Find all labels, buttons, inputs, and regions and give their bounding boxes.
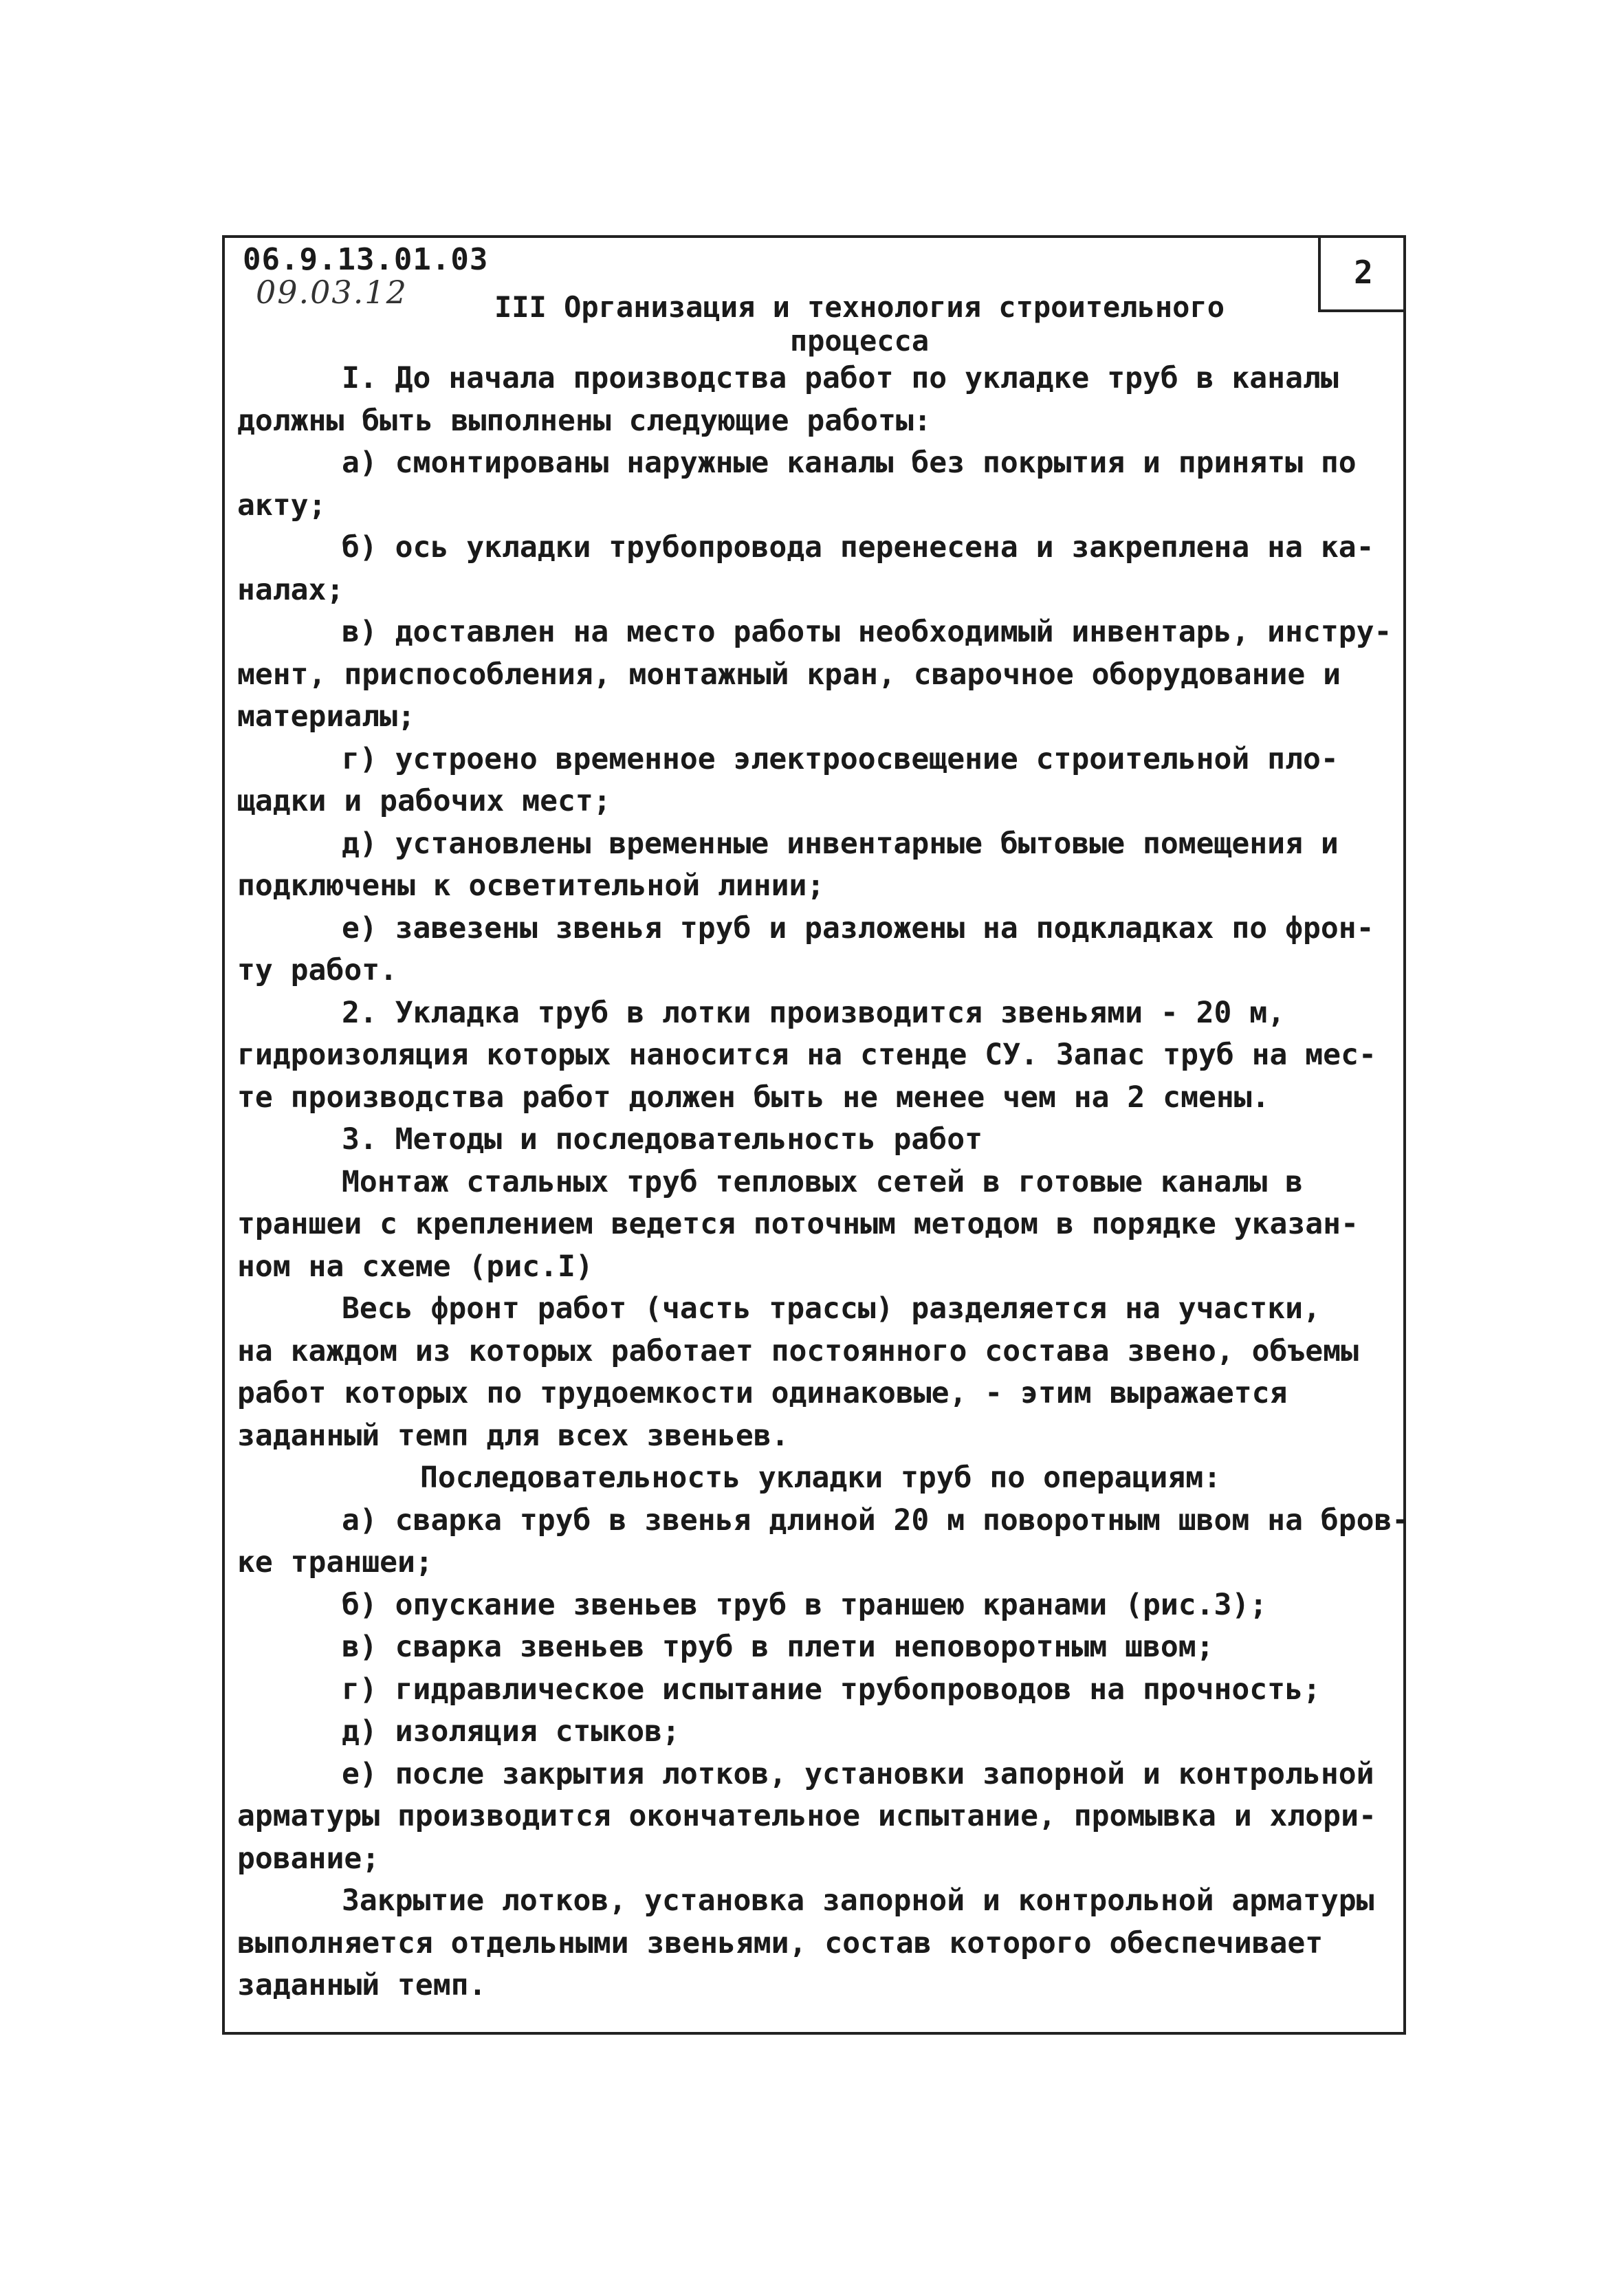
text-line: а) смонтированы наружные каналы без покрытия и приняты по	[342, 446, 1357, 480]
text-line: в) сварка звеньев труб в плети неповоротным швом;	[342, 1630, 1214, 1664]
text-line: на каждом из которых работает постоянного состава звено, объемы	[237, 1333, 1359, 1368]
text-line: те производства работ должен быть не менее чем на 2 смены.	[237, 1080, 1270, 1115]
text-line: д) установлены временные инвентарные бытовые помещения и	[342, 826, 1339, 861]
document-code: 06.9.13.01.03	[243, 242, 489, 277]
text-line: акту;	[237, 488, 327, 523]
text-line: г) гидравлическое испытание трубопроводов на прочность;	[342, 1672, 1321, 1707]
section-title-line2: процесса	[789, 324, 930, 358]
document-body	[237, 358, 1410, 2007]
text-line: траншеи с креплением ведется поточным методом в порядке указан-	[237, 1207, 1359, 1241]
text-line: Последовательность укладки труб по операциям:	[420, 1461, 1221, 1495]
text-line: б) ось укладки трубопровода перенесена и закреплена на ка-	[342, 530, 1374, 565]
text-line: б) опускание звеньев труб в траншею кранами (рис.3);	[342, 1587, 1268, 1622]
text-line: налах;	[237, 572, 344, 607]
page-number: 2	[1318, 235, 1406, 312]
text-line: щадки и рабочих мест;	[237, 784, 611, 818]
text-line: ке траншеи;	[237, 1545, 433, 1579]
text-line: 2. Укладка труб в лотки производится звеньями - 20 м,	[342, 995, 1286, 1030]
text-line: г) устроено временное электроосвещение строительной пло-	[342, 741, 1339, 776]
text-line: Весь фронт работ (часть трассы) разделяется на участки,	[342, 1291, 1321, 1326]
text-line: в) доставлен на место работы необходимый инвентарь, инстру-	[342, 615, 1392, 649]
text-line: I. До начала производства работ по укладке труб в каналы	[342, 361, 1339, 395]
text-line: 3. Методы и последовательность работ	[342, 1122, 983, 1157]
text-line: гидроизоляция которых наносится на стенде СУ. Запас труб на мес-	[237, 1038, 1376, 1072]
text-line: а) сварка труб в звенья длиной 20 м поворотным швом на бров-	[342, 1502, 1410, 1538]
text-line: выполняется отдельными звеньями, состав которого обеспечивает	[237, 1925, 1324, 1960]
text-line: работ которых по трудоемкости одинаковые, - этим выражается	[237, 1376, 1288, 1410]
text-line: заданный темп.	[237, 1968, 487, 2002]
text-line: заданный темп для всех звеньев.	[237, 1418, 789, 1453]
text-line: ном на схеме (рис.I)	[237, 1249, 593, 1284]
text-line: ту работ.	[237, 953, 397, 987]
text-line: арматуры производится окончательное испытание, промывка и хлори-	[237, 1799, 1376, 1833]
text-line: е) после закрытия лотков, установки запорной и контрольной	[342, 1756, 1374, 1791]
section-heading	[413, 290, 1306, 358]
text-line: Монтаж стальных труб тепловых сетей в готовые каналы в	[342, 1164, 1303, 1199]
text-line: Закрытие лотков, установка запорной и контрольной арматуры	[342, 1883, 1374, 1918]
text-line: е) завезены звенья труб и разложены на подкладках по фрон-	[342, 910, 1374, 945]
text-line: подключены к осветительной линии;	[237, 868, 825, 903]
text-line: должны быть выполнены следующие работы:	[237, 403, 932, 438]
text-line: рование;	[237, 1841, 380, 1876]
text-line: д) изоляция стыков;	[342, 1714, 680, 1749]
handwritten-code: 09.03.12	[256, 274, 408, 311]
text-line: материалы;	[237, 699, 415, 734]
section-title-line1: III Организация и технология строительного	[494, 290, 1225, 324]
text-line: мент, приспособления, монтажный кран, сварочное оборудование и	[237, 657, 1341, 692]
